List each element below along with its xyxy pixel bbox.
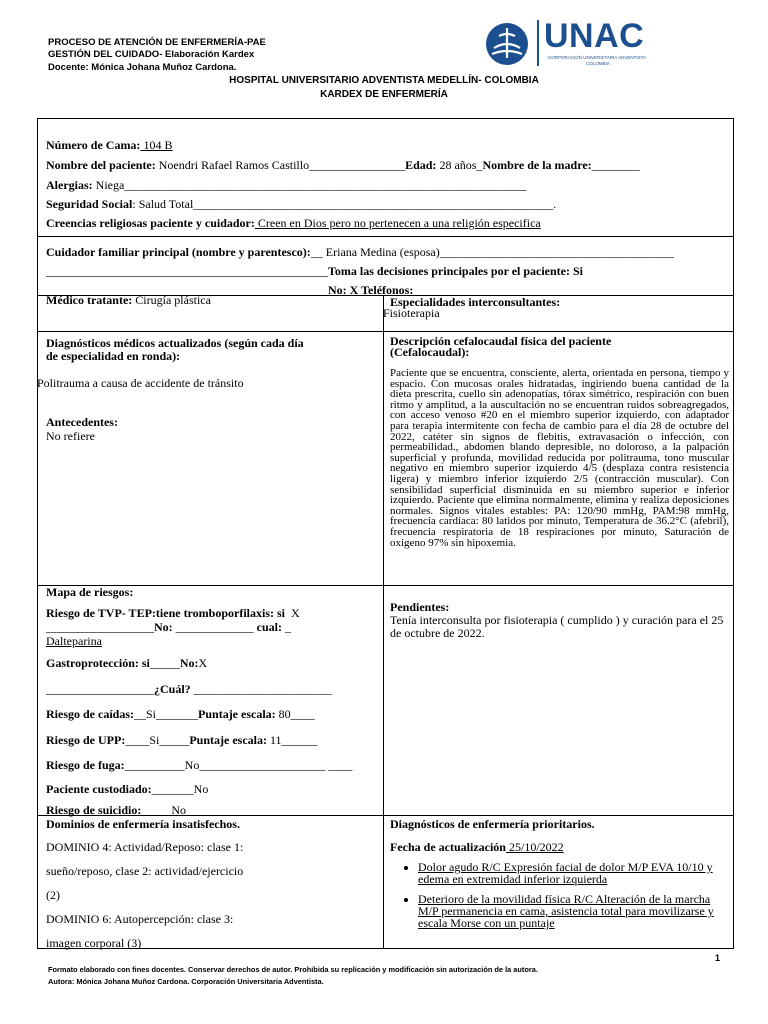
domain-line-1: DOMINIO 4: Actividad/Reposo: clase 1:: [46, 840, 244, 854]
unac-emblem-icon: [482, 22, 532, 66]
priority-diagnoses-list: [390, 861, 730, 947]
bed-number: Número de Cama: 104 B: [46, 138, 173, 152]
cephalocaudal-label-1: Descripción cefalocaudal física del paciente: [390, 334, 612, 348]
medical-diagnoses-label-2: de especialidad en ronda):: [46, 349, 181, 363]
caregiver: Cuidador familiar principal (nombre y parentesco):__ Eriana Medina (esposa)_______________________________________: [46, 245, 674, 259]
social-security: Seguridad Social: Salud Total____________________________________________________________.: [46, 197, 557, 211]
unac-logo: [482, 17, 672, 68]
caregiver-phones: _______________________________________________No: X Teléfonos:: [46, 283, 414, 297]
medical-diagnoses-label-1: Diagnósticos médicos actualizados (según cada día: [46, 336, 304, 350]
upp-risk: Riesgo de UPP:____Si_____Puntaje escala: 11______: [46, 733, 318, 747]
list-item: • Dolor agudo R/C Expresión facial de dolor M/P EVA 10/10 y edema en extremidad inferior izquierda: [418, 861, 730, 885]
cephalocaudal-description: Paciente que se encuentra, consciente, alerta, orientada en persona, tiempo y espacio. Con mucosas orales hidratadas, ingiriendo buena cantidad de la dieta prescrita, cuello sin adenopatías, tórax simétrico, respiración con buen ritmo y amplitud, a la auscultación no se encuentran ruidos sobreagregados, con acceso venoso #20 en el miembro superior izquierdo, con adaptador para terapia intermitente con fecha de cambio para el día 28 de octubre del 2022, catéter sin signos de flebitis, extravasación o infección, con permeabilidad., abdomen blando depresible, no doloroso, a la palpación superficial y profunda, movilidad reducida por politrauma, tono muscular negativo en miembro superior izquierdo 4/5 (desplaza contra resistencia ligera) y miembro inferior izquierdo 2/5 (contracción muscular). Con sensibilidad superficial disminuida en su miembro superior e inferior izquierdo. Paciente que elimina normalmente, elimina y realiza deposiciones normales. Signos vitales estables: PA: 120/90 mmHg, PAM:98 mmHg, frecuencia cardiaca: 80 latidos por minuto, Temperatura de 36.2°C (afebril), frecuencia respiratoria de 18 respiraciones por minuto, Saturación de oxigeno 97% sin hipoxemia.: [390, 367, 729, 549]
update-date: Fecha de actualización 25/10/2022: [390, 840, 564, 854]
header-line-2: GESTIÓN DEL CUIDADO- Elaboración Kardex: [48, 49, 255, 60]
list-item: • Deterioro de la movilidad física R/C Alteración de la marcha M/P permanencia en cama, asistencia total para movilizarse y escala Morse con un puntaje: [418, 893, 730, 929]
cephalocaudal-label-2: (Cefalocaudal):: [390, 345, 470, 359]
domain-line-4: DOMINIO 6: Autopercepción: clase 3:: [46, 912, 234, 926]
fall-risk: Riesgo de caídas:__Si_______Puntaje escala: 80____: [46, 707, 315, 721]
logo-name: UNAC: [544, 17, 645, 55]
suicide-risk: Riesgo de suicidio:_____No: [46, 803, 187, 817]
footer-line-2: Autora: Mónica Johana Muñoz Cardona. Corporación Universitaria Adventista.: [48, 977, 324, 986]
allergies: Alergias: Niega___________________________________________________________________: [46, 178, 527, 192]
patient-name: Nombre del paciente: Noendri Rafael Ramos Castillo________________Edad: 28 años_Nombre de la madre:________: [46, 158, 640, 172]
consulting-specialties-label: Especialidades interconsultantes:: [390, 295, 561, 309]
logo-subtitle-2: COLOMBIA: [586, 61, 610, 66]
tvp-risk-line-2: __________________No: _____________ cual: _: [46, 620, 292, 634]
religious-beliefs: Creencias religiosas paciente y cuidador: Creen en Dios pero no pertenecen a una religión especifica: [46, 216, 541, 230]
risk-map-label: Mapa de riesgos:: [46, 585, 134, 599]
domain-line-5: imagen corporal (3): [46, 936, 142, 950]
gastroprotection-which: __________________¿Cuál? _______________________: [46, 682, 332, 696]
nursing-domains-label: Dominios de enfermería insatisfechos.: [46, 817, 240, 831]
pending-label: Pendientes:: [390, 600, 450, 614]
medical-diagnosis-value: Politrauma a causa de accidente de tránsito: [37, 376, 244, 390]
priority-diagnoses-label: Diagnósticos de enfermería prioritarios.: [390, 817, 595, 831]
hospital-title: HOSPITAL UNIVERSITARIO ADVENTISTA MEDELLÍN- COLOMBIA: [229, 75, 539, 86]
domain-line-3: (2): [46, 888, 60, 902]
attending-physician: Médico tratante: Cirugía plástica: [46, 293, 211, 307]
caregiver-decisions: _______________________________________________Toma las decisiones principales por el paciente: Si: [46, 264, 584, 278]
domain-line-2: sueño/reposo, clase 2: actividad/ejercicio: [46, 864, 244, 878]
logo-subtitle-1: CORPORACIÓN UNIVERSITARIA ADVENTISTA: [548, 55, 647, 60]
pending-text: Tenía interconsulta por fisioterapia ( cumplido ) y curación para el 25 de octubre de 2022.: [390, 613, 724, 640]
escape-risk: Riesgo de fuga:__________No_____________________ ____: [46, 758, 353, 772]
kardex-title: KARDEX DE ENFERMERÍA: [320, 89, 448, 100]
header-line-1: PROCESO DE ATENCIÓN DE ENFERMERÍA-PAE: [48, 37, 266, 48]
tvp-medication: Dalteparina: [46, 634, 102, 648]
gastroprotection: Gastroprotección: si_____No:X: [46, 656, 208, 670]
custodied-patient: Paciente custodiado:_______No: [46, 782, 209, 796]
history-value: No refiere: [46, 429, 95, 443]
footer-line-1: Formato elaborado con fines docentes. Conservar derechos de autor. Prohibida su replicación y modificación sin autorización de la autora.: [48, 965, 538, 974]
tvp-risk: Riesgo de TVP- TEP:tiene tromboporfilaxis: si X: [46, 606, 300, 620]
page-number: 1: [715, 953, 721, 963]
consulting-specialties-value: Fisioterapia: [383, 306, 440, 320]
header-line-3: Docente: Mónica Johana Muñoz Cardona.: [48, 62, 237, 73]
history-label: Antecedentes:: [46, 415, 118, 429]
